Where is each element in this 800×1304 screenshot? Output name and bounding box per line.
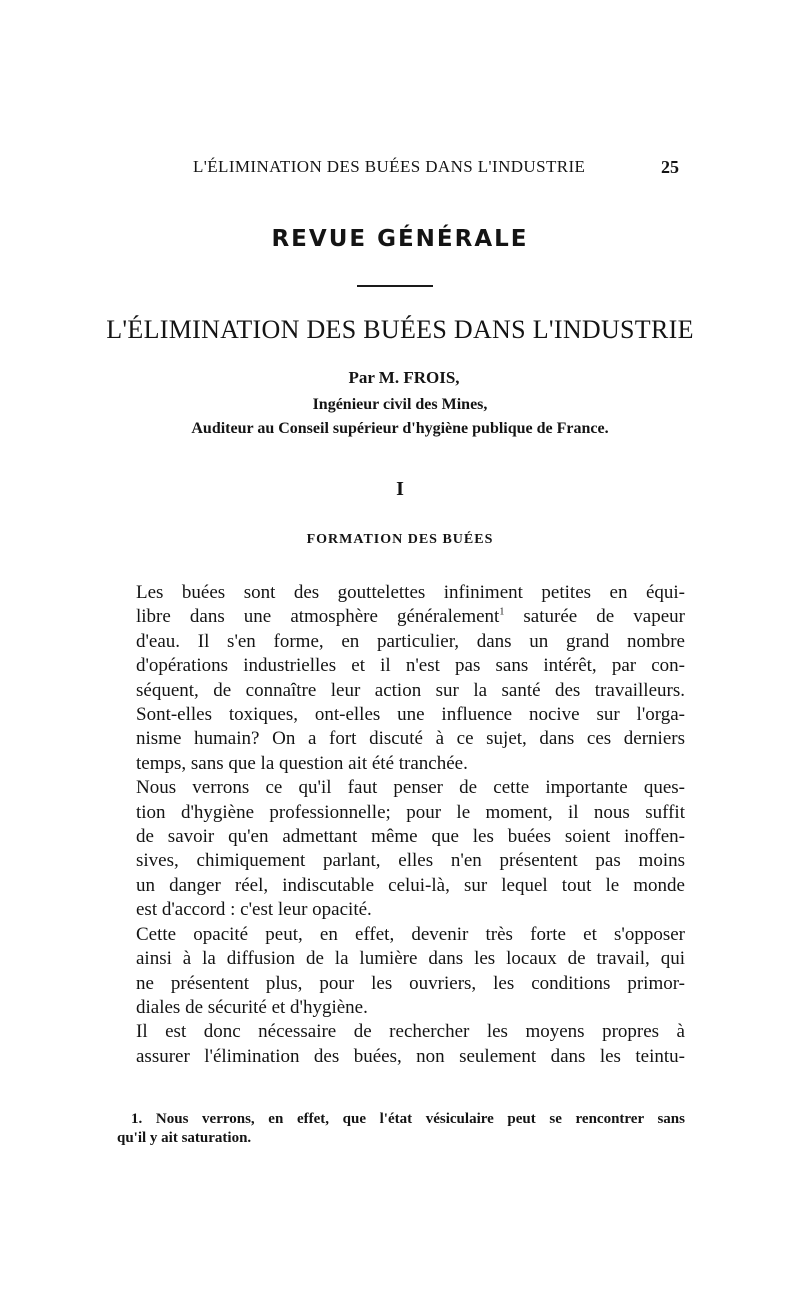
running-head: [0, 157, 800, 183]
text-line: d'opérations industrielles et il n'est pas sans intérêt, par con-: [136, 655, 685, 677]
title-divider: [357, 285, 433, 287]
subheading: FORMATION DES BUÉES: [306, 532, 494, 547]
text-fragment: saturée de vapeur: [523, 606, 685, 628]
author-line: Par M. FROIS,: [348, 368, 460, 387]
paragraph: [117, 776, 685, 922]
page-number: 25: [661, 157, 679, 177]
text-line: nisme humain? On a fort discuté à ce sujet, dans ces derniers: [136, 728, 685, 750]
text-line: assurer l'élimination des buées, non seulement dans les teintu-: [136, 1045, 685, 1067]
author-role-line-2: Auditeur au Conseil supérieur d'hygiène publique de France.: [191, 420, 609, 437]
text-line: séquent, de connaître leur action sur la santé des travailleurs.: [136, 679, 685, 701]
text-line: Cette opacité peut, en effet, devenir très forte et s'opposer: [136, 923, 685, 945]
text-line: tion d'hygiène professionnelle; pour le moment, il nous suffit: [136, 801, 685, 823]
author-role-line-1: Ingénieur civil des Mines,: [312, 396, 488, 413]
text-line: d'eau. Il s'en forme, en particulier, dans un grand nombre: [136, 630, 685, 652]
text-line: de savoir qu'en admettant même que les buées soient inoffen-: [136, 826, 685, 848]
footnote: [117, 1110, 685, 1148]
footnote-line: qu'il y ait saturation.: [117, 1130, 252, 1146]
text-line: ne présentent plus, pour les ouvriers, les conditions primor-: [136, 972, 685, 994]
running-title: L'ÉLIMINATION DES BUÉES DANS L'INDUSTRIE: [193, 157, 586, 176]
paragraph: [117, 581, 685, 776]
text-line: Les buées sont des gouttelettes infiniment petites en équi-: [136, 582, 685, 603]
footnote-line: 1. Nous verrons, en effet, que l'état vésiculaire peut se rencontrer sans: [131, 1111, 685, 1127]
body-text: [117, 581, 685, 1069]
text-line: un danger réel, indiscutable celui-là, sur lequel tout le monde: [136, 874, 685, 896]
paragraph: [117, 923, 685, 1021]
text-line: Il est donc nécessaire de rechercher les moyens propres à: [136, 1021, 685, 1043]
text-line: est d'accord : c'est leur opacité.: [136, 899, 372, 921]
article-title: L'ÉLIMINATION DES BUÉES DANS L'INDUSTRIE: [106, 315, 694, 344]
text-line: diales de sécurité et d'hygiène.: [136, 996, 368, 1018]
text-fragment: libre dans une atmosphère généralement: [136, 606, 500, 628]
text-line: ainsi à la diffusion de la lumière dans les locaux de travail, qui: [136, 948, 685, 970]
text-line: [117, 605, 685, 629]
paragraph: [117, 1020, 685, 1069]
text-line: Sont-elles toxiques, ont-elles une influence nocive sur l'orga-: [136, 704, 685, 726]
section-heading: REVUE GÉNÉRALE: [271, 226, 529, 252]
footnote-marker: 1: [499, 607, 505, 619]
text-line: Nous verrons ce qu'il faut penser de cette importante ques-: [136, 777, 685, 799]
text-line: sives, chimiquement parlant, elles n'en présentent pas moins: [136, 850, 685, 872]
part-number: I: [396, 478, 404, 500]
text-line: temps, sans que la question ait été tranchée.: [136, 752, 468, 774]
